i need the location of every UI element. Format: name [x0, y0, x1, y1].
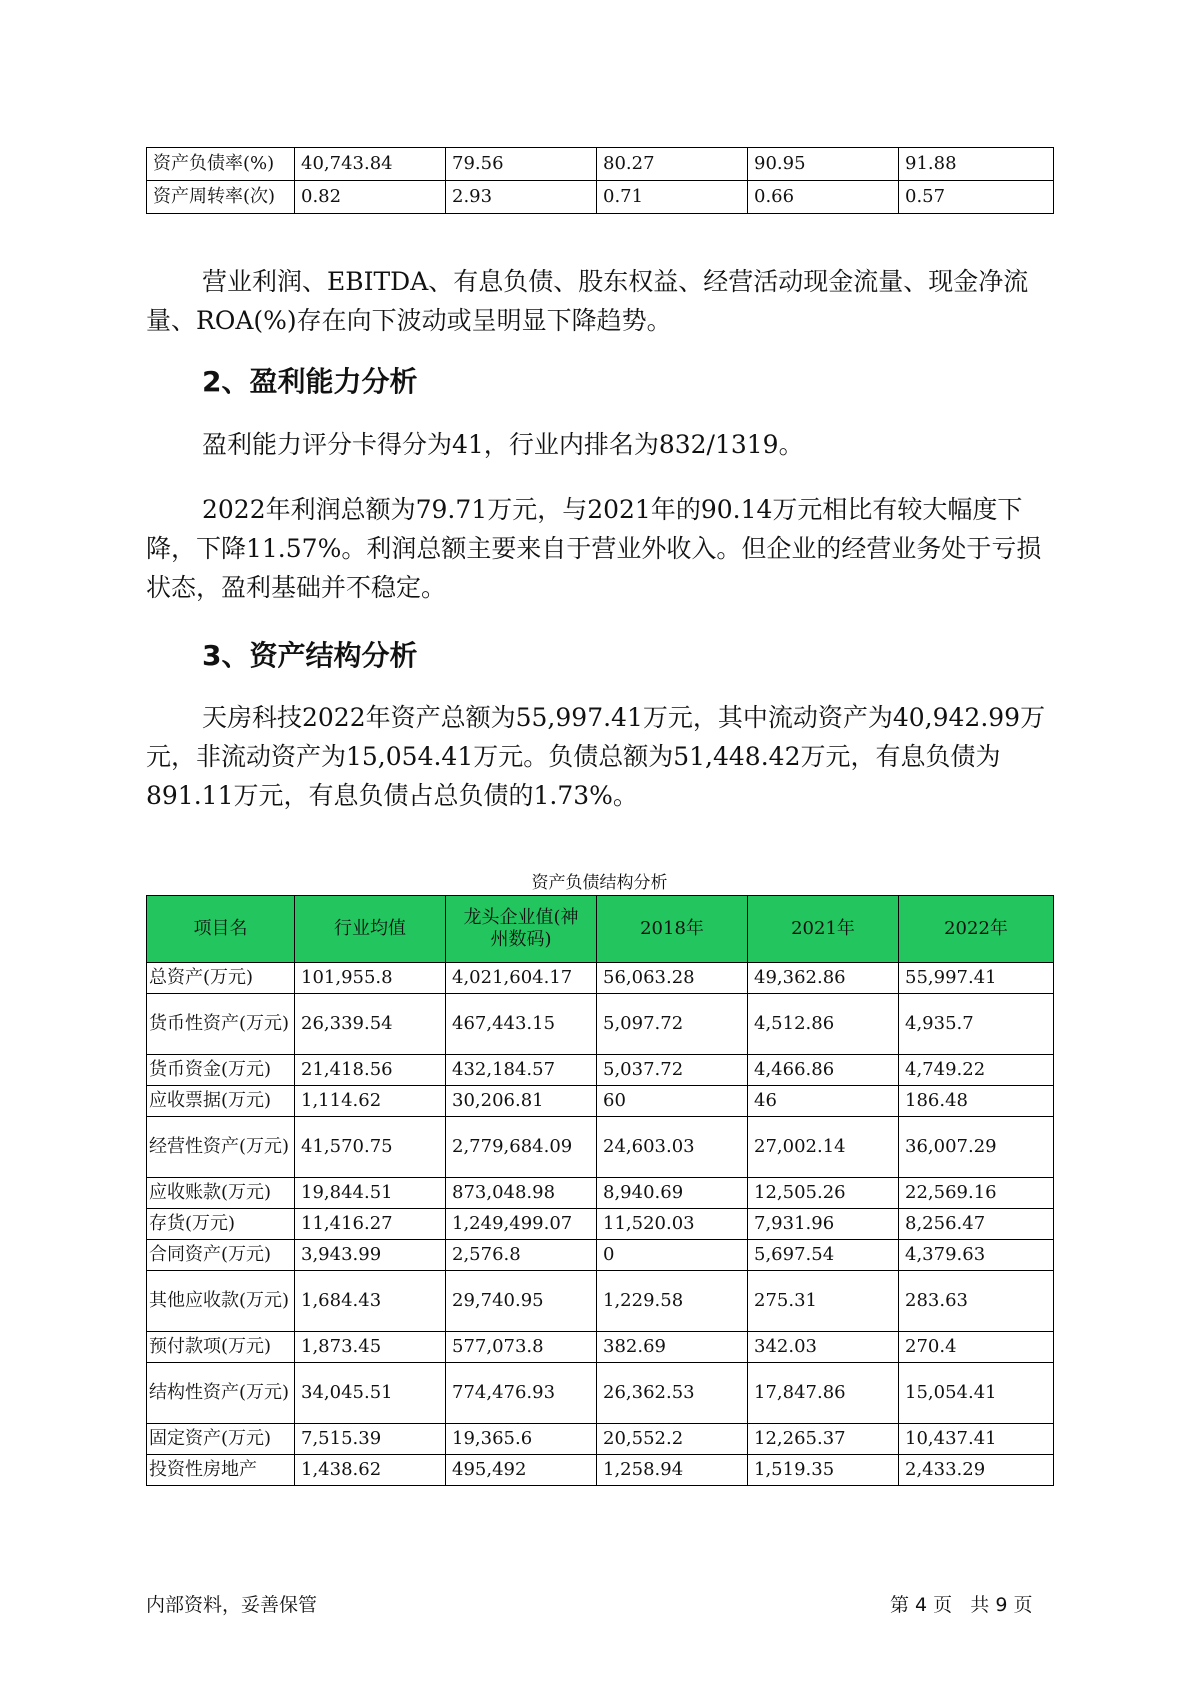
- value-cell: 4,935.7: [899, 994, 1054, 1055]
- value-cell: 19,844.51: [295, 1178, 446, 1209]
- table-row: [147, 994, 1054, 1055]
- value-cell: 1,114.62: [295, 1086, 446, 1117]
- row-label-cell: 存货(万元): [147, 1209, 295, 1240]
- table-caption: 资产负债结构分析: [531, 873, 668, 893]
- footer-confidential-note: 内部资料，妥善保管: [146, 1594, 318, 1616]
- value-cell: 275.31: [748, 1271, 899, 1332]
- value-cell: 4,379.63: [899, 1240, 1054, 1271]
- row-label-cell: 投资性房地产: [147, 1455, 295, 1486]
- table-row: [147, 1271, 1054, 1332]
- value-cell: 8,940.69: [597, 1178, 748, 1209]
- row-label-cell: 应收账款(万元): [147, 1178, 295, 1209]
- value-cell: 41,570.75: [295, 1117, 446, 1178]
- table-row: [147, 1086, 1054, 1117]
- value-cell: 91.88: [899, 148, 1054, 181]
- table-row: [147, 1424, 1054, 1455]
- row-label-cell: 结构性资产(万元): [147, 1363, 295, 1424]
- value-cell: 12,265.37: [748, 1424, 899, 1455]
- paragraph-profit-total: 2022年利润总额为79.71万元，与2021年的90.14万元相比有较大幅度下降，下降11.57%。利润总额主要来自于营业外收入。但企业的经营业务处于亏损状态，盈利基础并不稳定。: [146, 495, 1042, 602]
- paragraph-asset-summary: 天房科技2022年资产总额为55,997.41万元，其中流动资产为40,942.99万元，非流动资产为15,054.41万元。负债总额为51,448.42万元，有息负债为891.11万元，有息负债占总负债的1.73%。: [146, 703, 1046, 810]
- value-cell: 0.82: [295, 181, 446, 214]
- value-cell: 0.71: [597, 181, 748, 214]
- value-cell: 495,492: [446, 1455, 597, 1486]
- value-cell: 5,037.72: [597, 1055, 748, 1086]
- row-label-cell: 其他应收款(万元): [147, 1271, 295, 1332]
- table-row: [147, 963, 1054, 994]
- value-cell: 2,433.29: [899, 1455, 1054, 1486]
- value-cell: 186.48: [899, 1086, 1054, 1117]
- value-cell: 577,073.8: [446, 1332, 597, 1363]
- value-cell: 432,184.57: [446, 1055, 597, 1086]
- paragraph-declining-indicators: 营业利润、EBITDA、有息负债、股东权益、经营活动现金流量、现金净流量、ROA(%)存在向下波动或呈明显下降趋势。: [146, 267, 1029, 335]
- row-label-cell: 货币资金(万元): [147, 1055, 295, 1086]
- value-cell: 79.56: [446, 148, 597, 181]
- value-cell: 101,955.8: [295, 963, 446, 994]
- asset-liability-table: [146, 895, 1054, 1486]
- value-cell: 1,258.94: [597, 1455, 748, 1486]
- value-cell: 4,466.86: [748, 1055, 899, 1086]
- value-cell: 2,576.8: [446, 1240, 597, 1271]
- value-cell: 3,943.99: [295, 1240, 446, 1271]
- footer-page-number: 第 4 页 共 9 页: [890, 1594, 1033, 1616]
- value-cell: 12,505.26: [748, 1178, 899, 1209]
- table-row: [147, 1455, 1054, 1486]
- value-cell: 27,002.14: [748, 1117, 899, 1178]
- value-cell: 55,997.41: [899, 963, 1054, 994]
- table-row: [147, 1178, 1054, 1209]
- value-cell: 24,603.03: [597, 1117, 748, 1178]
- value-cell: 1,519.35: [748, 1455, 899, 1486]
- column-header: 2018年: [597, 896, 748, 963]
- value-cell: 5,697.54: [748, 1240, 899, 1271]
- value-cell: 270.4: [899, 1332, 1054, 1363]
- table-row: [147, 1055, 1054, 1086]
- column-header: 龙头企业值(神州数码): [446, 896, 597, 963]
- value-cell: 34,045.51: [295, 1363, 446, 1424]
- row-label-cell: 经营性资产(万元): [147, 1117, 295, 1178]
- table-row: [147, 1209, 1054, 1240]
- value-cell: 26,339.54: [295, 994, 446, 1055]
- value-cell: 22,569.16: [899, 1178, 1054, 1209]
- column-header: 2021年: [748, 896, 899, 963]
- value-cell: 56,063.28: [597, 963, 748, 994]
- column-header: 2022年: [899, 896, 1054, 963]
- value-cell: 0.57: [899, 181, 1054, 214]
- value-cell: 1,873.45: [295, 1332, 446, 1363]
- value-cell: 1,684.43: [295, 1271, 446, 1332]
- row-label-cell: 固定资产(万元): [147, 1424, 295, 1455]
- value-cell: 1,438.62: [295, 1455, 446, 1486]
- row-label-cell: 货币性资产(万元): [147, 994, 295, 1055]
- value-cell: 20,552.2: [597, 1424, 748, 1455]
- value-cell: 49,362.86: [748, 963, 899, 994]
- value-cell: 19,365.6: [446, 1424, 597, 1455]
- row-label-cell: 合同资产(万元): [147, 1240, 295, 1271]
- value-cell: 36,007.29: [899, 1117, 1054, 1178]
- column-header: 行业均值: [295, 896, 446, 963]
- row-label-cell: 资产负债率(%): [147, 148, 295, 181]
- value-cell: 8,256.47: [899, 1209, 1054, 1240]
- value-cell: 60: [597, 1086, 748, 1117]
- value-cell: 30,206.81: [446, 1086, 597, 1117]
- value-cell: 873,048.98: [446, 1178, 597, 1209]
- value-cell: 2,779,684.09: [446, 1117, 597, 1178]
- column-header: 项目名: [147, 896, 295, 963]
- value-cell: 1,249,499.07: [446, 1209, 597, 1240]
- value-cell: 382.69: [597, 1332, 748, 1363]
- value-cell: 7,515.39: [295, 1424, 446, 1455]
- value-cell: 774,476.93: [446, 1363, 597, 1424]
- table-row: [147, 1332, 1054, 1363]
- value-cell: 26,362.53: [597, 1363, 748, 1424]
- value-cell: 90.95: [748, 148, 899, 181]
- table-row: [147, 148, 1054, 181]
- value-cell: 15,054.41: [899, 1363, 1054, 1424]
- value-cell: 5,097.72: [597, 994, 748, 1055]
- row-label-cell: 应收票据(万元): [147, 1086, 295, 1117]
- value-cell: 11,520.03: [597, 1209, 748, 1240]
- value-cell: 0: [597, 1240, 748, 1271]
- row-label-cell: 总资产(万元): [147, 963, 295, 994]
- value-cell: 21,418.56: [295, 1055, 446, 1086]
- value-cell: 11,416.27: [295, 1209, 446, 1240]
- value-cell: 283.63: [899, 1271, 1054, 1332]
- section-heading-asset-structure: 3、资产结构分析: [202, 639, 418, 672]
- section-heading-profitability: 2、盈利能力分析: [202, 365, 418, 398]
- value-cell: 4,512.86: [748, 994, 899, 1055]
- row-label-cell: 资产周转率(次): [147, 181, 295, 214]
- value-cell: 80.27: [597, 148, 748, 181]
- row-label-cell: 预付款项(万元): [147, 1332, 295, 1363]
- value-cell: 1,229.58: [597, 1271, 748, 1332]
- table-row: [147, 1363, 1054, 1424]
- value-cell: 10,437.41: [899, 1424, 1054, 1455]
- table-row: [147, 1117, 1054, 1178]
- value-cell: 29,740.95: [446, 1271, 597, 1332]
- table-row: [147, 1240, 1054, 1271]
- value-cell: 7,931.96: [748, 1209, 899, 1240]
- value-cell: 467,443.15: [446, 994, 597, 1055]
- value-cell: 2.93: [446, 181, 597, 214]
- table-header-row: [147, 896, 1054, 963]
- ratio-table: [146, 147, 1054, 214]
- value-cell: 4,021,604.17: [446, 963, 597, 994]
- value-cell: 17,847.86: [748, 1363, 899, 1424]
- value-cell: 40,743.84: [295, 148, 446, 181]
- value-cell: 0.66: [748, 181, 899, 214]
- table-row: [147, 181, 1054, 214]
- paragraph-profitability-score: 盈利能力评分卡得分为41，行业内排名为832/1319。: [202, 430, 804, 459]
- value-cell: 4,749.22: [899, 1055, 1054, 1086]
- value-cell: 342.03: [748, 1332, 899, 1363]
- value-cell: 46: [748, 1086, 899, 1117]
